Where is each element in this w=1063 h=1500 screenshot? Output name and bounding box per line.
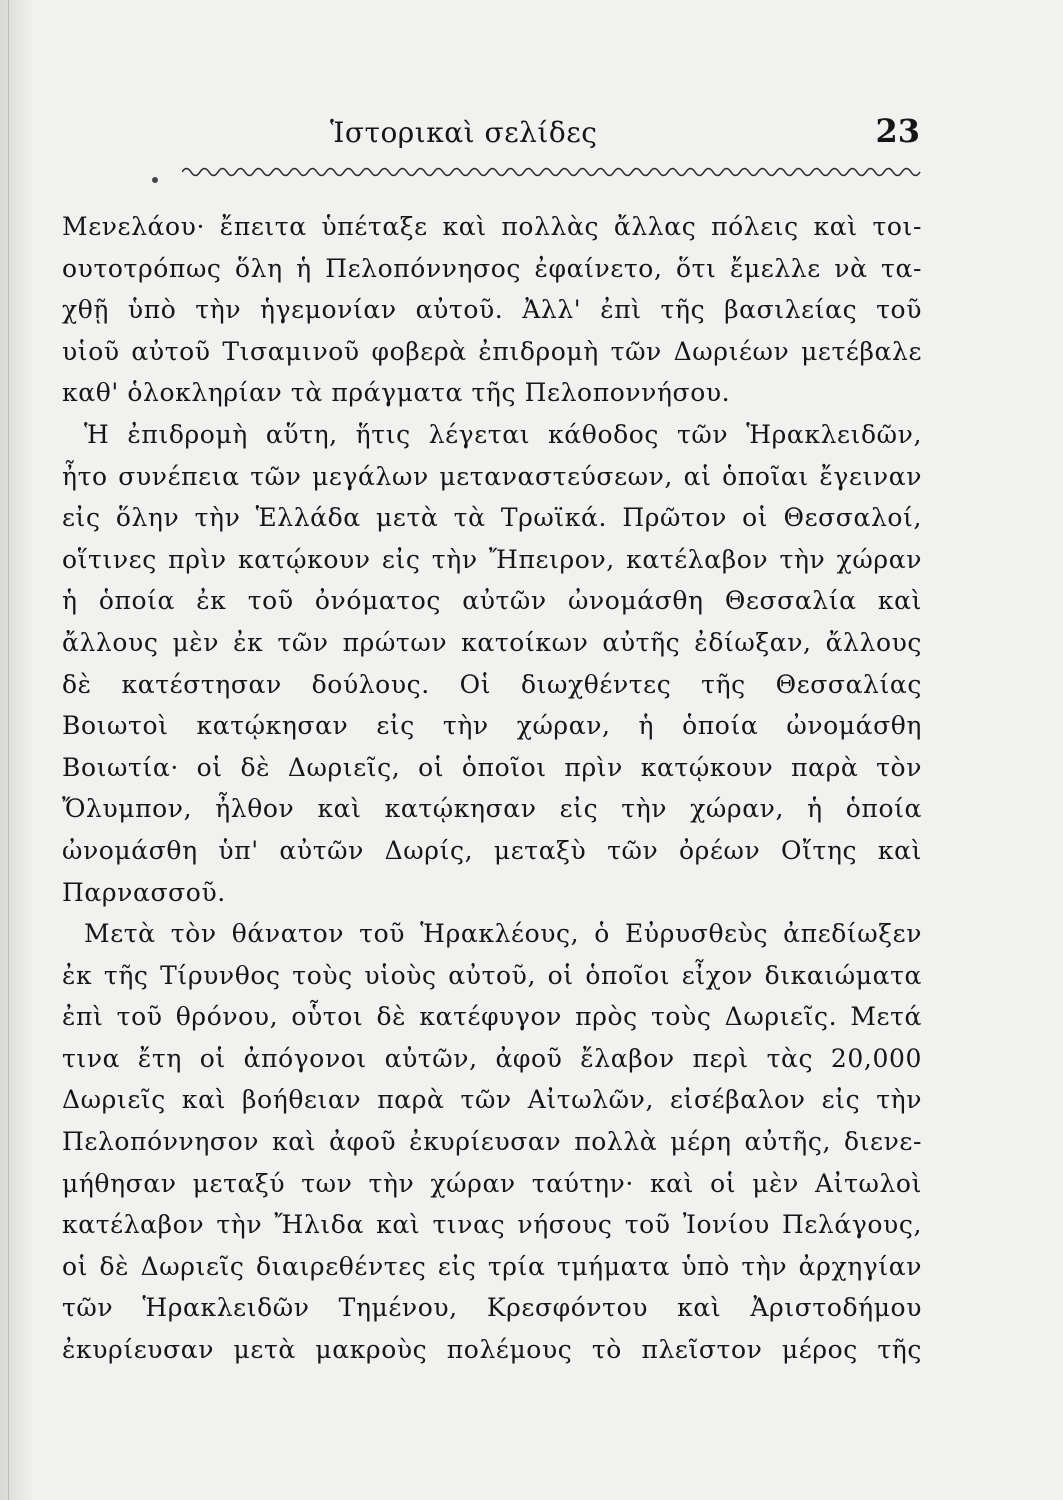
ornament-dot	[152, 177, 158, 183]
text-line: Πελοπόννησον καὶ ἀφοῦ ἐκυρίευσαν πολλὰ μέρη αὐτῆς, διενε-	[62, 1127, 922, 1157]
text-line: οἱ δὲ Δωριεῖς διαιρεθέντες εἰς τρία τμήματα ὑπὸ τὴν ἀρχηγίαν	[62, 1251, 922, 1281]
text-line: καθ' ὁλοκληρίαν τὰ πράγματα τῆς Πελοποννήσου.	[62, 378, 731, 408]
text-line: ἡ ὁποία ἐκ τοῦ ὀνόματος αὐτῶν ὠνομάσθη Θεσσαλία καὶ	[62, 586, 922, 616]
running-head: Ἱστορικαὶ σελίδες	[330, 116, 598, 149]
text-line: τῶν Ἡρακλειδῶν Τημένου, Κρεσφόντου καὶ Ἀριστοδήμου	[62, 1293, 922, 1323]
text-line: μήθησαν μεταξύ των τὴν χώραν ταύτην· καὶ οἱ μὲν Αἰτωλοὶ	[62, 1168, 922, 1198]
text-line: Βοιωτοὶ κατῴκησαν εἰς τὴν χώραν, ἡ ὁποία ὠνομάσθη	[62, 711, 922, 741]
text-line: υἱοῦ αὐτοῦ Τισαμινοῦ φοβερὰ ἐπιδρομὴ τῶν Δωριέων μετέβαλε	[62, 336, 922, 366]
page-edge-line	[8, 0, 9, 1500]
page-number: 23	[875, 112, 920, 150]
page-header	[60, 112, 920, 162]
text-line: Μετὰ τὸν θάνατον τοῦ Ἡρακλέους, ὁ Εὐρυσθεὺς ἀπεδίωξεν	[84, 919, 922, 949]
text-line: ἐκυρίευσαν μετὰ μακροὺς πολέμους τὸ πλεῖστον μέρος τῆς	[62, 1335, 922, 1365]
text-line: ὠνομάσθη ὑπ' αὐτῶν Δωρίς, μεταξὺ τῶν ὀρέων Οἴτης καὶ	[62, 835, 922, 865]
text-line: Ὄλυμπον, ἦλθον καὶ κατῴκησαν εἰς τὴν χώραν, ἡ ὁποία	[62, 794, 922, 824]
text-line: κατέλαβον τὴν Ἤλιδα καὶ τινας νήσους τοῦ Ἰονίου Πελάγους,	[62, 1210, 922, 1240]
text-line: χθῇ ὑπὸ τὴν ἡγεμονίαν αὐτοῦ. Ἀλλ' ἐπὶ τῆς βασιλείας τοῦ	[62, 295, 922, 325]
page-edge-shadow	[0, 0, 34, 1500]
text-line: Δωριεῖς καὶ βοήθειαν παρὰ τῶν Αἰτωλῶν, εἰσέβαλον εἰς τὴν	[62, 1085, 922, 1115]
text-line: ἐπὶ τοῦ θρόνου, οὗτοι δὲ κατέφυγον πρὸς τοὺς Δωριεῖς. Μετά	[62, 1002, 922, 1032]
text-line: δὲ κατέστησαν δούλους. Οἱ διωχθέντες τῆς Θεσσαλίας	[62, 669, 922, 699]
text-line: ουτοτρόπως ὅλη ἡ Πελοπόννησος ἐφαίνετο, ὅτι ἔμελλε νὰ τα-	[62, 253, 922, 283]
text-line: Μενελάου· ἔπειτα ὑπέταξε καὶ πολλὰς ἄλλας πόλεις καὶ τοι-	[62, 212, 922, 241]
text-line: εἰς ὅλην τὴν Ἑλλάδα μετὰ τὰ Τρωϊκά. Πρῶτον οἱ Θεσσαλοί,	[62, 503, 922, 533]
body-text	[62, 206, 922, 1371]
text-line: οἵτινες πρὶν κατῴκουν εἰς τὴν Ἤπειρον, κατέλαβον τὴν χώραν	[62, 544, 922, 574]
text-line: ἐκ τῆς Τίρυνθος τοὺς υἱοὺς αὐτοῦ, οἱ ὁποῖοι εἶχον δικαιώματα	[62, 960, 922, 990]
text-line: ἦτο συνέπεια τῶν μεγάλων μεταναστεύσεων, αἱ ὁποῖαι ἔγειναν	[62, 461, 922, 491]
text-line: τινα ἔτη οἱ ἀπόγονοι αὐτῶν, ἀφοῦ ἔλαβον περὶ τὰς 20,000	[62, 1043, 922, 1073]
text-line: ἄλλους μὲν ἐκ τῶν πρώτων κατοίκων αὐτῆς ἐδίωξαν, ἄλλους	[62, 627, 922, 657]
text-line: Βοιωτία· οἱ δὲ Δωριεῖς, οἱ ὁποῖοι πρὶν κατῴκουν παρὰ τὸν	[62, 752, 922, 782]
text-line: Παρνασσοῦ.	[62, 877, 226, 907]
wavy-ornament-rule	[182, 160, 922, 184]
text-line: Ἡ ἐπιδρομὴ αὕτη, ἥτις λέγεται κάθοδος τῶν Ἡρακλειδῶν,	[84, 419, 922, 449]
